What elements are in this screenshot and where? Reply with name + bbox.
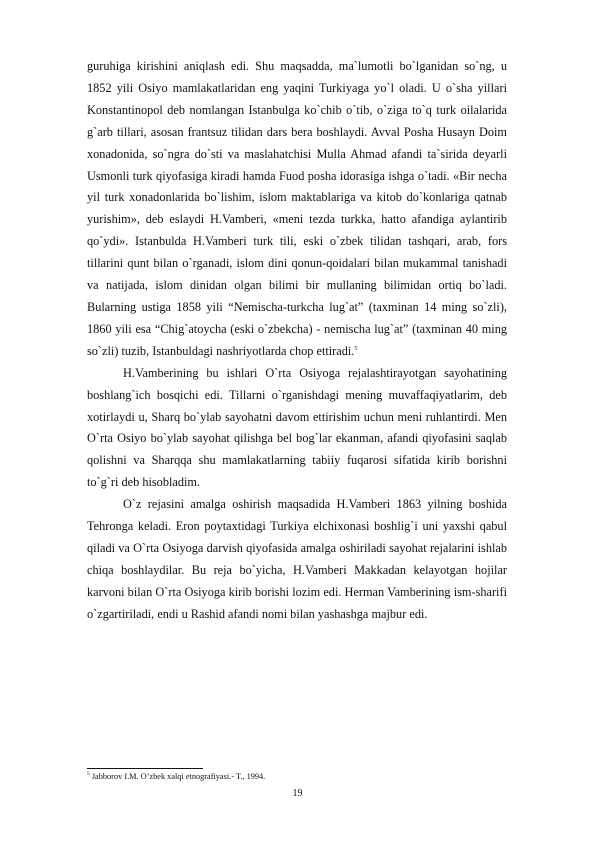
footnote-text: Jabborov I.M. O’zbek xalqi etnografiyasi.- T., 1994. bbox=[91, 772, 266, 781]
footnote-reference: 5 bbox=[354, 345, 358, 352]
footnote-number: 5 bbox=[87, 771, 90, 778]
paragraph-1 bbox=[87, 56, 507, 363]
paragraph-3: O`z rejasini amalga oshirish maqsadida H.Vamberi 1863 yilning boshida Tehronga keladi. Eron poytaxtidagi Turkiya elchixonasi boshlig`i uni yaxshi qabul qiladi va O`rta Osiyoga darvish qiyofasida amalga oshiriladi sayohat rejalarini ishlab chiqa boshlaydilar. Bu reja bo`yicha, H.Vamberi Makkadan kelayotgan hojilar karvoni bilan O`rta Osiyoga kirib borishi lozim edi. Herman Vamberining ism-sharifi o`zgartiriladi, endi u Rashid afandi nomi bilan yashashga majbur edi. bbox=[87, 497, 507, 621]
footnote-separator bbox=[87, 768, 203, 769]
paragraph-2: H.Vamberining bu ishlari O`rta Osiyoga rejalashtirayotgan sayohatining boshlang`ich bosqichi edi. Tillarni o`rganishdagi mening muvaffaqiyatlarim, deb xotirlaydi u, Sharq bo`ylab sayohatni davom ettirishim uchun meni ruhlantirdi. Men O`rta Osiyo bo`ylab sayohat qilishga bel bog`lar ekanman, afandi qiyofasini saqlab qolishni va Sharqqa shu mamlakatlarning tabiiy fuqarosi sifatida kirib borishni to`g`ri deb hisobladim. bbox=[87, 365, 507, 490]
page-number: 19 bbox=[292, 788, 303, 799]
footnote bbox=[87, 771, 507, 782]
body-text bbox=[87, 56, 507, 626]
paragraph-1-text: guruhiga kirishini aniqlash edi. Shu maqsadda, ma`lumotli bo`lganidan so`ng, u 1852 yili Osiyo mamlakatlaridan eng yaqini Turkiyaga yo`l oladi. U o`sha yillari Konstantinopol deb nomlangan Istanbulga ko`chib o`tib, o`ziga to`q turk oilalarida g`arb tillari, asosan frantsuz tilidan dars bera boshlaydi. Avval Posha Husayn Doim xonadonida, so`ngra do`sti va maslahatchisi Mulla Ahmad afandi ta`sirida deyarli Usmonli turk qiyofasiga kiradi hamda Fuod posha idorasiga ishga o`tadi. «Bir necha yil turk xonadonlarida bo`lishim, islom maktablariga va kitob do`konlariga qatnab yurishim», deb eslaydi H.Vamberi, «meni tezda turkka, hatto afandiga aylantirib qo`ydi». Istanbulda H.Vamberi turk tili, eski o`zbek tilidan tashqari, arab, fors tillarini qunt bilan o`rganadi, islom dini qonun-qoidalari bilan mukammal tanishadi va natijada, islom dinidan olgan bilimi bir mullaning bilimidan ortiq bo`ladi. Bularning ustiga 1858 yili “Nemischa-turkcha lug`at” (taxminan 14 ming so`zli), 1860 yili esa “Chig`atoycha (eski o`zbekcha) - nemischa lug`at” (taxminan 40 ming so`zli) tuzib, Istanbuldagi nashriyotlarda chop ettiradi. bbox=[87, 59, 507, 358]
